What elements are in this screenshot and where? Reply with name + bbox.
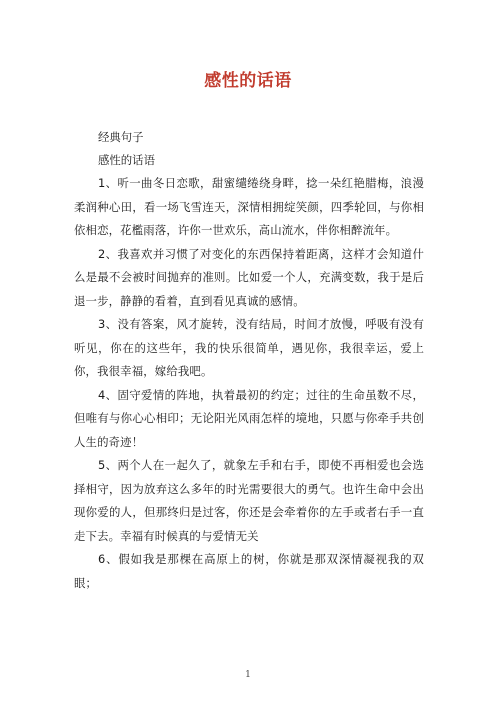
document-title: 感性的话语 xyxy=(204,71,292,91)
section-heading: 经典句子 xyxy=(98,130,144,144)
paragraph-2: 2、我喜欢并习惯了对变化的东西保持着距离，这样才会知道什么是最不会被时间抛弃的准则。比如爱一个人，充满变数，我于是后退一步，静静的看着，直到看见真诚的感情。 xyxy=(74,246,424,308)
document-body xyxy=(74,126,424,595)
paragraph-6: 6、假如我是那棵在高原上的树，你就是那双深情凝视我的双眼； xyxy=(74,552,424,590)
paragraph-4: 4、固守爱情的阵地，执着最初的约定；过往的生命虽数不尽，但唯有与你心心相印；无论阳光风雨怎样的境地，只愿与你牵手共创人生的奇迹！ xyxy=(74,387,424,449)
paragraph-3: 3、没有答案，风才旋转，没有结局，时间才放慢，呼吸有没有听见，你在的这些年，我的快乐很简单，遇见你，我很幸运，爱上你，我很幸福，嫁给我吧。 xyxy=(74,317,424,378)
paragraph-5: 5、两个人在一起久了，就象左手和右手，即使不再相爱也会选择相守，因为放弃这么多年的时光需要很大的勇气。也许生命中会出现你爱的人，但那终归是过客，你还是会牵着你的左手或者右手一直走下去。幸福有时候真的与爱情无关 xyxy=(74,458,424,543)
paragraph-1: 1、听一曲冬日恋歌，甜蜜缱绻绕身畔，捻一朵红艳腊梅，浪漫柔润种心田，看一场飞雪连天，深情相拥绽笑颜，四季轮回，与你相依相恋，花檻雨落，许你一世欢乐，高山流水，伴你相醉流年。 xyxy=(74,176,424,237)
section-subheading: 感性的话语 xyxy=(98,153,155,167)
page-number: 1 xyxy=(245,670,251,680)
